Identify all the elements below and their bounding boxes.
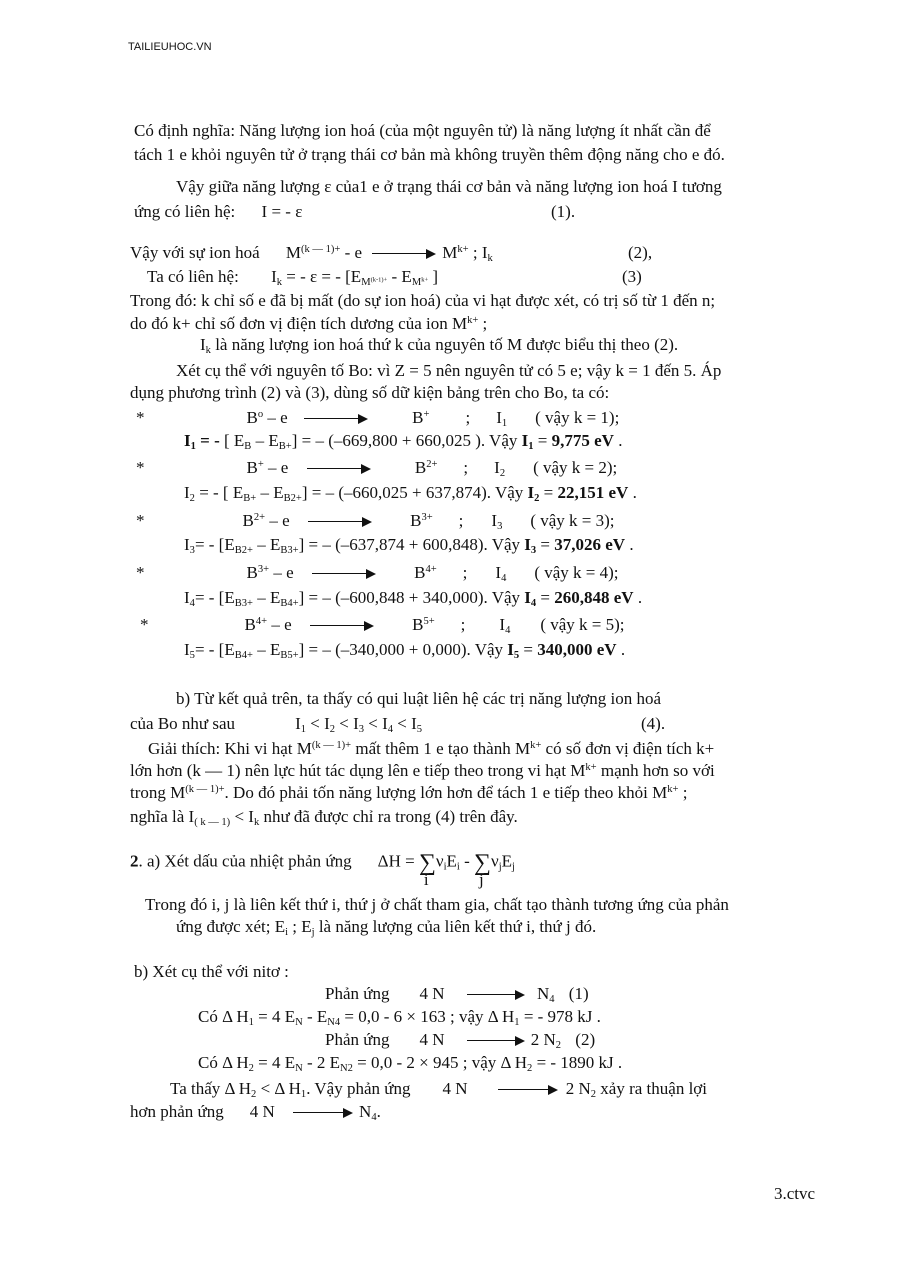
partb-line-4: lớn hơn (k — 1) nên lực hút tác dụng lên e tiếp theo trong vi hạt $M^{k+}$ mạnh hơn so với (130, 761, 715, 780)
ionization-energy-4: 260,848 eV (554, 588, 634, 607)
ionization-energy-3: 37,026 eV (554, 535, 626, 554)
partb-line-5: trong $M^{(k — 1)+}$. Do đó phải tốn năng lượng lớn hơn để tách 1 e tiếp theo khỏi $M^{k+}$ ; (130, 783, 688, 802)
arrow-icon (372, 249, 436, 259)
ionization-energy-1: 9,775 eV (551, 431, 614, 450)
step-2-reaction: * B+ – e $B^{2+}$ ; $I_2$ ( vậy k = 2); (136, 458, 618, 480)
definition-line-6: Xét cụ thể với nguyên tố Bo: vì Z = 5 nên nguyên tử có 5 e; vậy k = 1 đến 5. Áp (176, 361, 722, 380)
enthalpy-1: Có Δ $H_1 = 4$ $E_N - E_{N4} = 0,0 - 6 \times 163$ ; vậy Δ $H_1$ = - 978 kJ . (198, 1007, 601, 1029)
enthalpy-2: Có Δ $H_2 = 4$ $E_N - 2$ $E_{N2} = 0,0 - 2 \times 945$ ; vậy Δ $H_2$ = - 1890 kJ . (198, 1053, 623, 1075)
arrow-icon (498, 1085, 558, 1095)
q2-line-1: 2. a) Xét dấu của nhiệt phản ứng ΔH = ∑ i $\nu_iE_i$ - ∑ j $\nu_jE_j$ (130, 850, 515, 890)
step-5-reaction: * $B^{4+}$ – e $B^{5+}$ ; $I_4$ ( vậy k = 5); (140, 615, 625, 637)
definition-line-4: do đó k+ chỉ số đơn vị điện tích dương của ion $M^{k+}$ ; (130, 314, 488, 333)
relation-label: Ta có liên hệ: (147, 267, 239, 286)
step-1-reaction: * $B^o$ – e B+ ; $I_1$ ( vậy k = 1); (136, 408, 620, 430)
arrow-icon (312, 569, 376, 579)
arrow-icon (310, 621, 374, 631)
q2-line-2: Trong đó i, j là liên kết thứ i, thứ j ở chất tham gia, chất tạo thành tương ứng của phản (145, 895, 729, 914)
ionization-label: Vậy với sự ion hoá (130, 243, 260, 262)
partb-line-6: nghĩa là $I_{( k — 1)} < I_k$ như đã được chỉ ra trong (4) trên đây. (130, 807, 518, 829)
equation-number-1: (1). (551, 202, 576, 221)
arrow-icon (467, 1036, 525, 1046)
reaction-2: Phản ứng 4 N 2 $N_2$ (2) (325, 1030, 596, 1052)
intro-line-4 (134, 203, 302, 220)
arrow-icon (467, 990, 525, 1000)
step-4-calculation: $I_4= - [E_{B3+} - E_{B4+}]$ = – (–600,848 + 340,000). Vậy $I_4 = 260,848$ eV . (184, 588, 643, 610)
step-5-calculation: $I_5= - [E_{B4+} - E_{B5+}]$ = – (–340,000 + 0,000). Vậy $I_5 = 340,000$ eV . (184, 640, 626, 662)
equation-number-2: (2), (628, 243, 653, 262)
step-3-reaction: * $B^{2+}$ – e $B^{3+}$ ; $I_3$ ( vậy k = 3); (136, 511, 615, 533)
conclusion-line-2: hơn phản ứng 4 N $N_4$. (130, 1102, 381, 1124)
partb-line-3: Giải thích: Khi vi hạt $M^{(k — 1)+}$ mất thêm 1 e tạo thành $M^{k+}$ có số đơn vị điện tích k+ (148, 739, 715, 758)
page-footer: 3.ctvc (774, 1184, 816, 1203)
partb-line-2: của Bo như sau $I_1 < I_2 < I_3 < I_4 < I_5$ (130, 714, 423, 736)
partb-line-1: b) Từ kết quả trên, ta thấy có qui luật liên hệ các trị năng lượng ion hoá (176, 689, 662, 708)
intro-relation: I = - ε (261, 202, 303, 221)
source-header: TAILIEUHOC.VN (128, 41, 212, 53)
step-3-calculation: $I_3= - [E_{B2+} - E_{B3+}]$ = – (–637,874 + 600,848). Vậy $I_3 = 37,026$ eV . (184, 535, 634, 557)
intro-line-1: Có định nghĩa: Năng lượng ion hoá (của một nguyên tử) là năng lượng ít nhất cần để (134, 121, 711, 140)
relation-equation: Ta có liên hệ: $I_k$ = - ε = - [$E_{M^{(k-1)+}} - E_{M^{k+}}$ ] (147, 267, 439, 289)
intro-relation-label: ứng có liên hệ: (134, 202, 236, 221)
definition-line-5: $I_k$ là năng lượng ion hoá thứ k của nguyên tố M được biểu thị theo (2). (200, 335, 679, 357)
step-1-calculation: $I_1$ = - [ $E_B - E_{B+}$] = – (–669,800 + 660,025 ). Vậy $I_1 = 9,775$ eV . (184, 431, 623, 453)
reaction-1: Phản ứng 4 N $N_4$ (1) (325, 984, 589, 1006)
q2-line-3: ứng được xét; $E_i$ ; $E_j$ là năng lượng của liên kết thứ i, thứ j đó. (176, 917, 597, 939)
ionization-equation: Vậy với sự ion hoá $M^{(k — 1)+}$ - e $M^{k+}$ ; $I_k$ (130, 243, 493, 265)
intro-line-3: Vậy giữa năng lượng ε của1 e ở trạng thái cơ bản và năng lượng ion hoá I tương (176, 177, 722, 196)
arrow-icon (308, 517, 372, 527)
arrow-icon (293, 1108, 353, 1118)
definition-line-7: dụng phương trình (2) và (3), dùng số dữ kiện bảng trên cho Bo, ta có: (130, 383, 610, 402)
step-4-reaction: * $B^{3+}$ – e $B^{4+}$ ; $I_4$ ( vậy k = 4); (136, 563, 619, 585)
step-2-calculation: $I_2$ = - [ $E_{B+} - E_{B2+}$] = – (–660,025 + 637,874). Vậy $I_2 = 22,151$ eV . (184, 483, 637, 505)
arrow-icon (304, 414, 368, 424)
equation-number-4: (4). (641, 714, 666, 733)
definition-line-3: Trong đó: k chỉ số e đã bị mất (do sự ion hoá) của vi hạt được xét, có trị số từ 1 đến n; (130, 291, 716, 310)
arrow-icon (307, 464, 371, 474)
ionization-energy-2: 22,151 eV (557, 483, 629, 502)
equation-number-3: (3) (622, 267, 642, 286)
intro-line-2: tách 1 e khỏi nguyên tử ở trạng thái cơ bản mà không truyền thêm động năng cho e đó. (134, 145, 725, 164)
q2-line-4: b) Xét cụ thể với nitơ : (134, 962, 289, 981)
ionization-energy-5: 340,000 eV (537, 640, 617, 659)
conclusion-line-1: Ta thấy Δ $H_2 < \Delta$ $H_1$. Vậy phản ứng 4 N 2 $N_2$ xảy ra thuận lợi (170, 1079, 708, 1101)
